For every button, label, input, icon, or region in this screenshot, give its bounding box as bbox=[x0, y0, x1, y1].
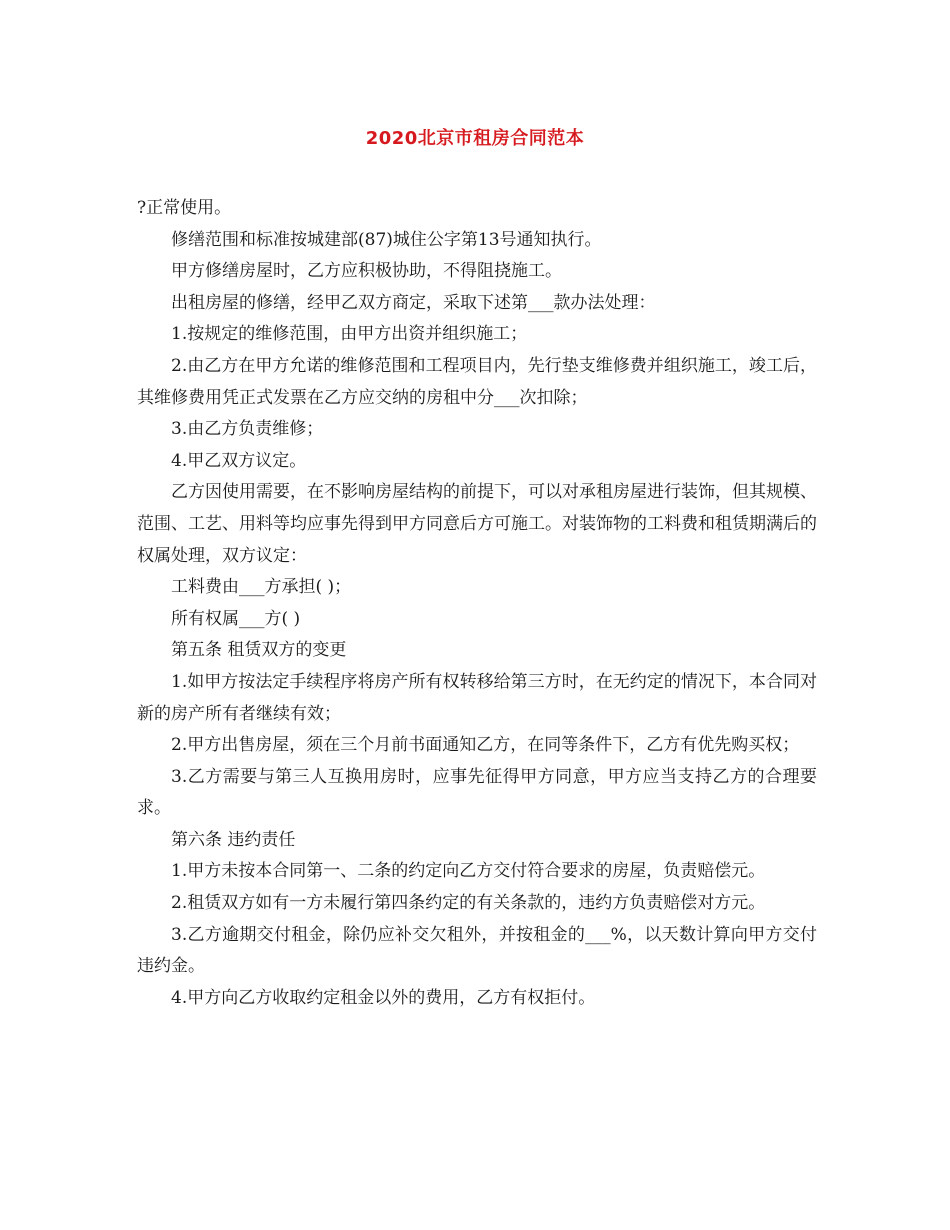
paragraph-4: 出租房屋的修缮，经甲乙双方商定，采取下述第___款办法处理： bbox=[171, 292, 656, 313]
paragraph-18: 2.租赁双方如有一方未履行第四条约定的有关条款的，违约方负责赔偿对方元。 bbox=[171, 893, 766, 914]
paragraph-13: 1.如甲方按法定手续程序将房产所有权转移给第三方时，在无约定的情况下，本合同对新的房产所有者继续有效； bbox=[137, 671, 817, 724]
section-heading-6: 第六条 违约责任 bbox=[171, 829, 296, 850]
section-heading-5: 第五条 租赁双方的变更 bbox=[171, 640, 347, 661]
paragraph-10: 工料费由___方承担( )； bbox=[171, 577, 352, 598]
paragraph-15: 3.乙方需要与第三人互换用房时，应事先征得甲方同意，甲方应当支持乙方的合理要求。 bbox=[137, 766, 817, 819]
document-title: 2020北京市租房合同范本 bbox=[365, 128, 585, 149]
paragraph-8: 4.甲乙双方议定。 bbox=[171, 450, 307, 471]
paragraph-20: 4.甲方向乙方收取约定租金以外的费用，乙方有权拒付。 bbox=[171, 987, 596, 1008]
paragraph-9: 乙方因使用需要，在不影响房屋结构的前提下，可以对承租房屋进行装饰，但其规模、范围、工艺、用料等均应事先得到甲方同意后方可施工。对装饰物的工料费和租赁期满后的权属处理，双方议定： bbox=[137, 482, 817, 566]
paragraph-17: 1.甲方未按本合同第一、二条的约定向乙方交付符合要求的房屋，负责赔偿元。 bbox=[171, 861, 766, 882]
paragraph-5: 1.按规定的维修范围，由甲方出资并组织施工； bbox=[171, 324, 528, 345]
paragraph-2: 修缮范围和标准按城建部(87)城住公字第13号通知执行。 bbox=[171, 229, 602, 250]
paragraph-3: 甲方修缮房屋时，乙方应积极协助，不得阻挠施工。 bbox=[171, 261, 562, 282]
paragraph-19: 3.乙方逾期交付租金，除仍应补交欠租外，并按租金的___%，以天数计算向甲方交付违约金。 bbox=[137, 924, 817, 977]
paragraph-1: ?正常使用。 bbox=[137, 198, 232, 218]
paragraph-7: 3.由乙方负责维修； bbox=[171, 419, 324, 440]
paragraph-6: 2.由乙方在甲方允诺的维修范围和工程项目内，先行垫支维修费并组织施工，竣工后，其维修费用凭正式发票在乙方应交纳的房租中分___次扣除； bbox=[137, 355, 817, 408]
document-body bbox=[137, 193, 817, 1014]
paragraph-11: 所有权属___方( ) bbox=[171, 608, 301, 629]
paragraph-14: 2.甲方出售房屋，须在三个月前书面通知乙方，在同等条件下，乙方有优先购买权； bbox=[171, 735, 800, 756]
